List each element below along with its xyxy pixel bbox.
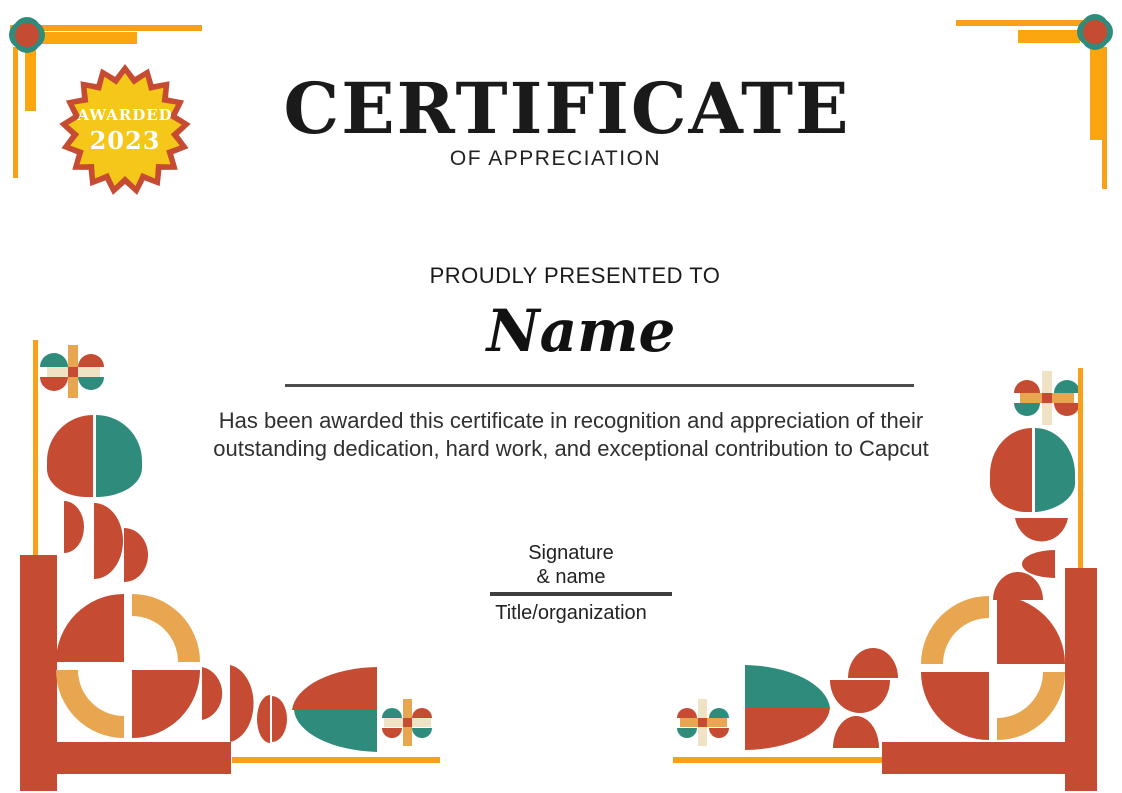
orange-line — [956, 20, 1084, 26]
half-disc-stack — [830, 648, 898, 748]
certificate-title: CERTIFICATE — [283, 67, 851, 150]
body-line-1: Has been awarded this certificate in recognition and appreciation of their — [218, 408, 924, 433]
frame-bar — [20, 555, 57, 791]
signature-label-line2: & name — [536, 566, 606, 588]
pinwheel-flower-icon — [9, 17, 45, 53]
badge-label: AWARDED — [77, 105, 173, 124]
frame-bar — [20, 742, 231, 774]
orange-line — [232, 757, 440, 763]
presented-to-label: PROUDLY PRESENTED TO — [429, 263, 721, 288]
leaf-pair — [292, 667, 377, 752]
signature-label-line1: Signature — [528, 542, 614, 564]
certificate-body — [20, 407, 1122, 463]
badge-year: 2023 — [89, 125, 161, 155]
signature-block — [20, 541, 1122, 589]
leaf-pair — [745, 665, 830, 750]
recipient-name: Name — [486, 297, 676, 365]
frame-bar — [882, 742, 1097, 774]
body-line-2: outstanding dedication, hard work, and exceptional contribution to Capcut — [213, 436, 929, 461]
pinwheel-flower-icon — [1077, 14, 1113, 50]
signature-underline — [490, 592, 672, 596]
half-disc-group — [202, 665, 287, 743]
pinwheel-flower-icon — [677, 699, 729, 746]
orange-line — [673, 757, 882, 763]
orange-line — [10, 25, 202, 31]
certificate-subtitle: OF APPRECIATION — [449, 147, 662, 170]
pinwheel-flower-icon — [382, 699, 432, 746]
title-organization-label: Title/organization — [495, 602, 647, 624]
orange-line — [33, 32, 137, 44]
orange-line — [1078, 368, 1083, 568]
name-underline — [285, 384, 914, 387]
orange-line — [1018, 30, 1080, 43]
